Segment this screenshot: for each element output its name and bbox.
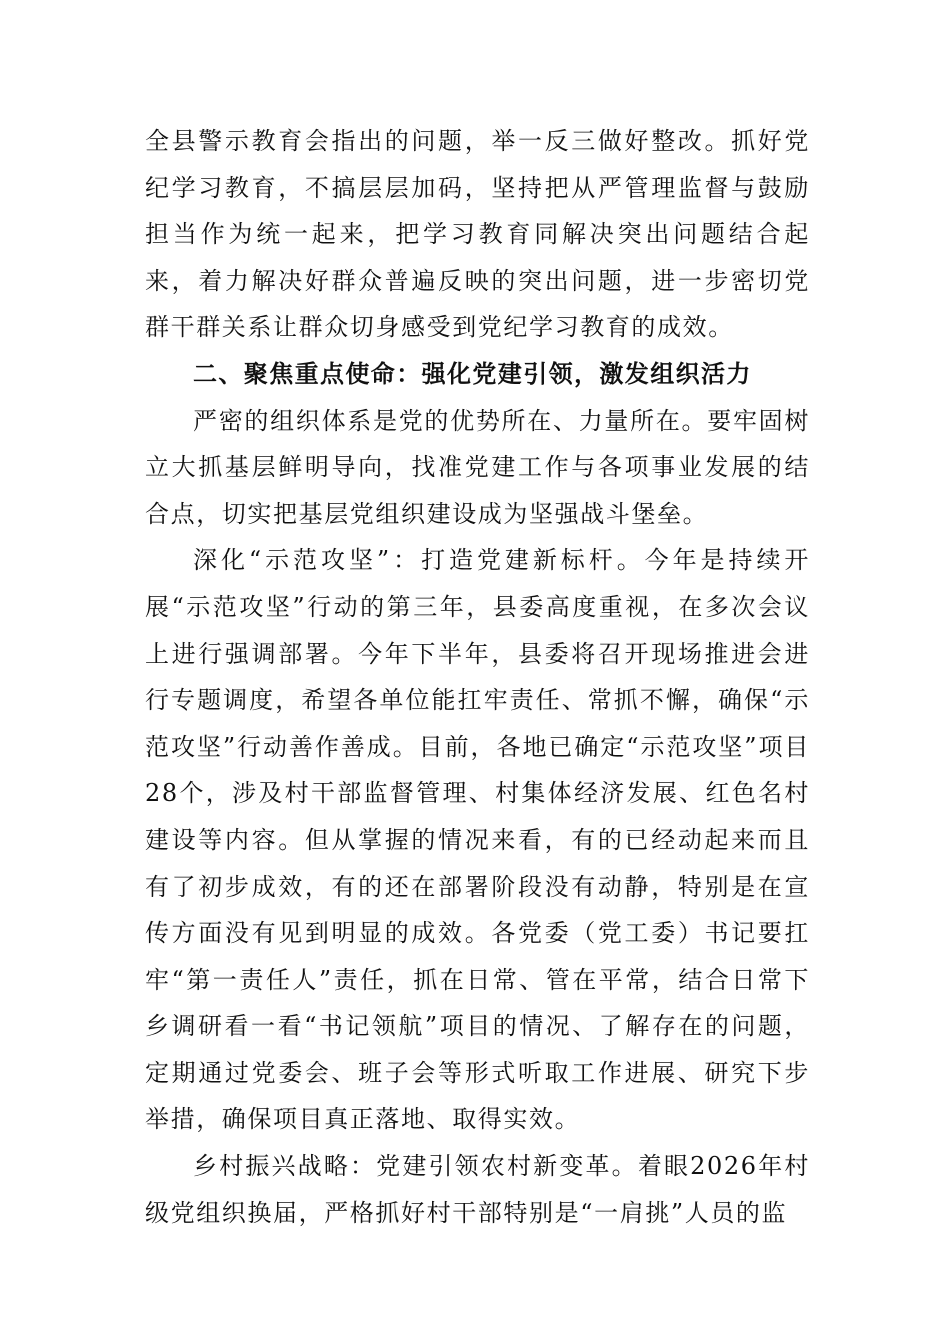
- section-heading: 二、聚焦重点使命：强化党建引领，激发组织活力: [193, 359, 752, 388]
- paragraph-intro: 严密的组织体系是党的优势所在、力量所在。要牢固树立大抓基层鲜明导向，找准党建工作与各项事业发展的结合点，切实把基层党组织建设成为坚强战斗堡垒。: [145, 406, 810, 528]
- paragraph-demonstration: 深化“示范攻坚”：打造党建新标杆。今年是持续开展“示范攻坚”行动的第三年，县委高度重视，在多次会议上进行强调部署。今年下半年，县委将召开现场推进会进行专题调度，希望各单位能扛牢责任、常抓不懈，确保“示范攻坚”行动善作善成。目前，各地已确定“示范攻坚”项目28个，涉及村干部监督管理、村集体经济发展、红色名村建设等内容。但从掌握的情况来看，有的已经动起来而且有了初步成效，有的还在部署阶段没有动静，特别是在宣传方面没有见到明显的成效。各党委（党工委）书记要扛牢“第一责任人”责任，抓在日常、管在平常，结合日常下乡调研看一看“书记领航”项目的情况、了解存在的问题，定期通过党委会、班子会等形式听取工作进展、研究下步举措，确保项目真正落地、取得实效。: [145, 546, 810, 1134]
- paragraph-rural-revitalization: 乡村振兴战略：党建引领农村新变革。着眼2026年村级党组织换届，严格抓好村干部特别是“一肩挑”人员的监: [145, 1152, 810, 1227]
- document-body: [145, 118, 810, 1236]
- paragraph-continuation: 全县警示教育会指出的问题，举一反三做好整改。抓好党纪学习教育，不搞层层加码，坚持把从严管理监督与鼓励担当作为统一起来，把学习教育同解决突出问题结合起来，着力解决好群众普遍反映的突出问题，进一步密切党群干群关系让群众切身感受到党纪学习教育的成效。: [145, 127, 810, 342]
